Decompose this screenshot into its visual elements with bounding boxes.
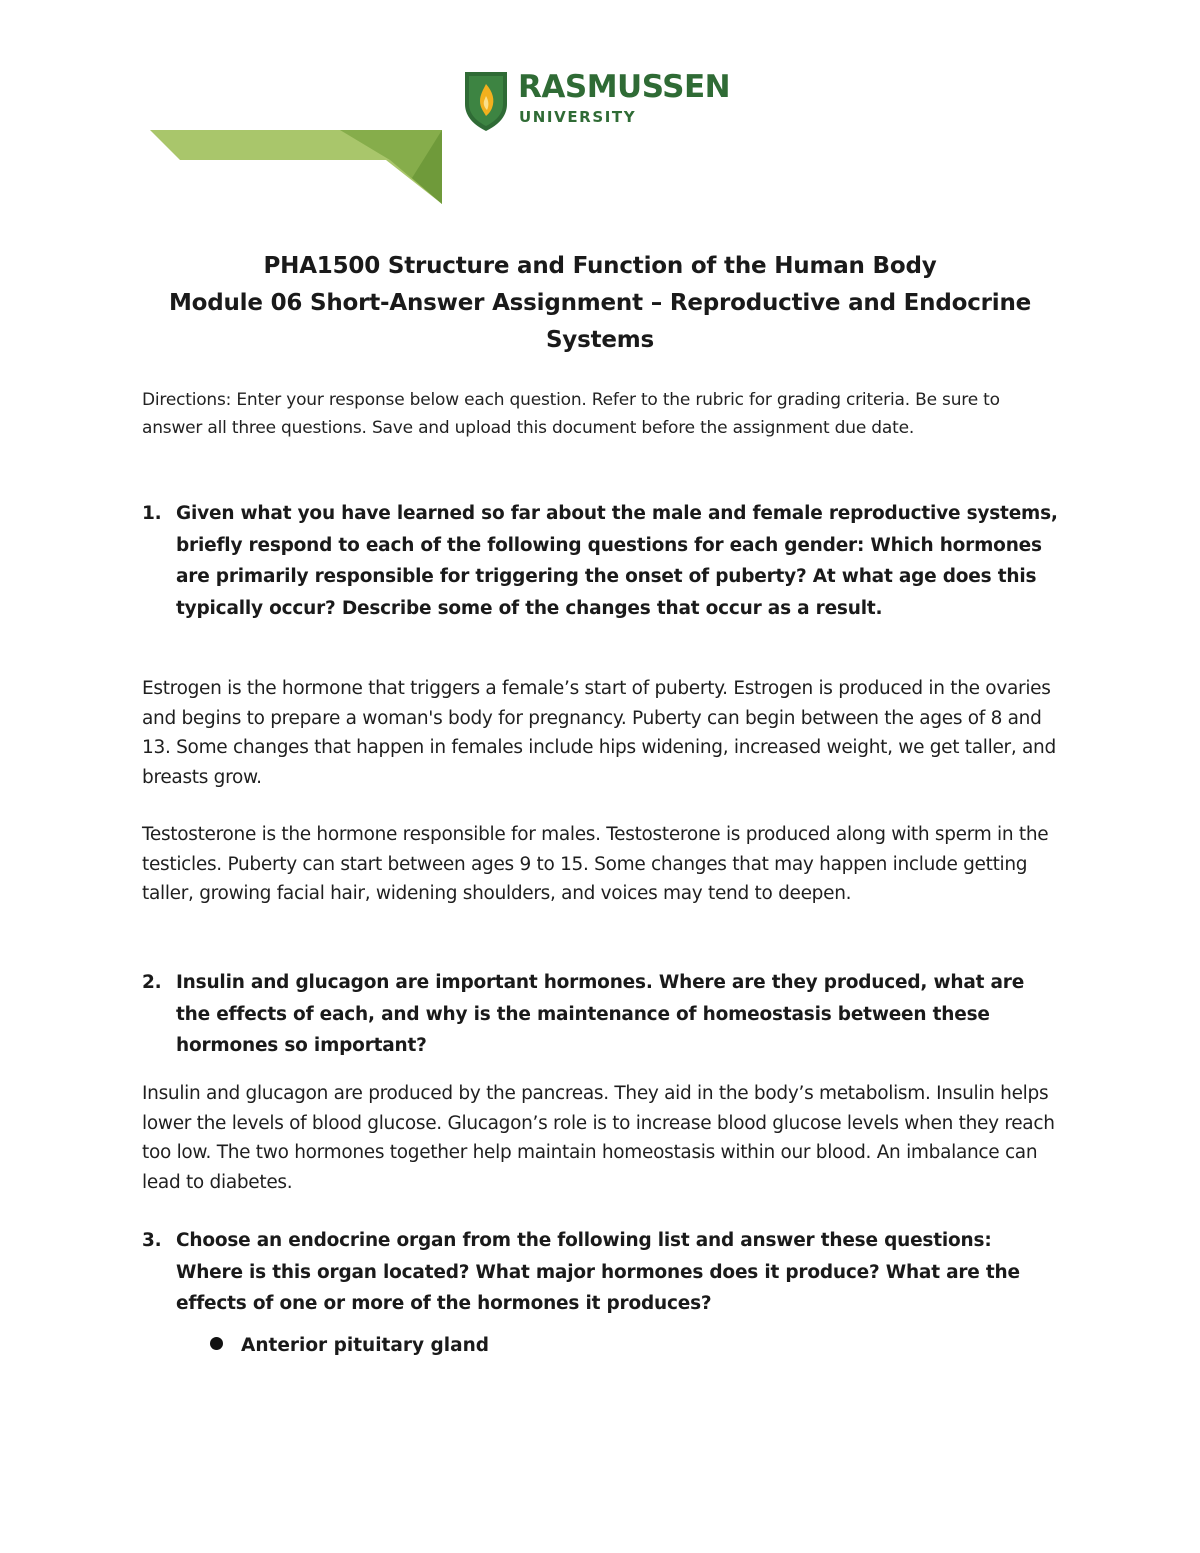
bullet-text: Anterior pituitary gland <box>241 1335 489 1356</box>
question-number: 3. <box>142 1230 162 1251</box>
question-number: 1. <box>142 503 162 524</box>
question-text: Choose an endocrine organ from the following list and answer these questions: Where is this organ located? What major hormones does it produce? What are the effects of one or more of the hormones it produces? <box>176 1230 1020 1314</box>
answer-1-male: Testosterone is the hormone responsible for males. Testosterone is produced along with sperm in the testicles. Puberty can start between ages 9 to 15. Some changes that may happen include getting taller, growing facial hair, widening shoulders, and voices may tend to deepen. <box>142 824 1049 905</box>
question-2 <box>142 967 1062 1062</box>
green-banner-graphic <box>150 128 445 206</box>
question-1 <box>142 498 1062 624</box>
shield-flame-icon <box>462 70 510 132</box>
question-text: Insulin and glucagon are important hormones. Where are they produced, what are the effects of each, and why is the maintenance of homeostasis between these hormones so important? <box>176 972 1025 1056</box>
question-number: 2. <box>142 972 162 993</box>
document-title <box>130 248 1070 359</box>
bullet-icon <box>210 1337 223 1350</box>
answer-2: Insulin and glucagon are produced by the pancreas. They aid in the body’s metabolism. Insulin helps lower the levels of blood glucose. Glucagon’s role is to increase blood glucose levels when they reach too low. The two hormones together help maintain homeostasis within our blood. An imbalance can lead to diabetes. <box>142 1083 1055 1193</box>
directions-text: Directions: Enter your response below each question. Refer to the rubric for grading criteria. Be sure to answer all three questions. Save and upload this document before the assignment due date. <box>142 390 1000 438</box>
logo-subtitle: UNIVERSITY <box>519 108 637 126</box>
answer-1-female: Estrogen is the hormone that triggers a female’s start of puberty. Estrogen is produced in the ovaries and begins to prepare a woman's body for pregnancy. Puberty can begin between the ages of 8 and 13. Some changes that happen in females include hips widening, increased weight, we get taller, and breasts grow. <box>142 678 1056 788</box>
question-text: Given what you have learned so far about the male and female reproductive systems, briefly respond to each of the following questions for each gender: Which hormones are primarily responsible for triggering the onset of puberty? At what age does this typically occur? Describe some of the changes that occur as a result. <box>176 503 1058 619</box>
university-logo <box>462 70 752 134</box>
title-line-course: PHA1500 Structure and Function of the Human Body <box>263 253 937 279</box>
title-line-module: Module 06 Short-Answer Assignment – Reproductive and Endocrine Systems <box>168 290 1032 353</box>
logo-wordmark: RASMUSSEN <box>518 69 731 105</box>
bullet-list-item <box>210 1330 489 1361</box>
question-3 <box>142 1225 1062 1320</box>
